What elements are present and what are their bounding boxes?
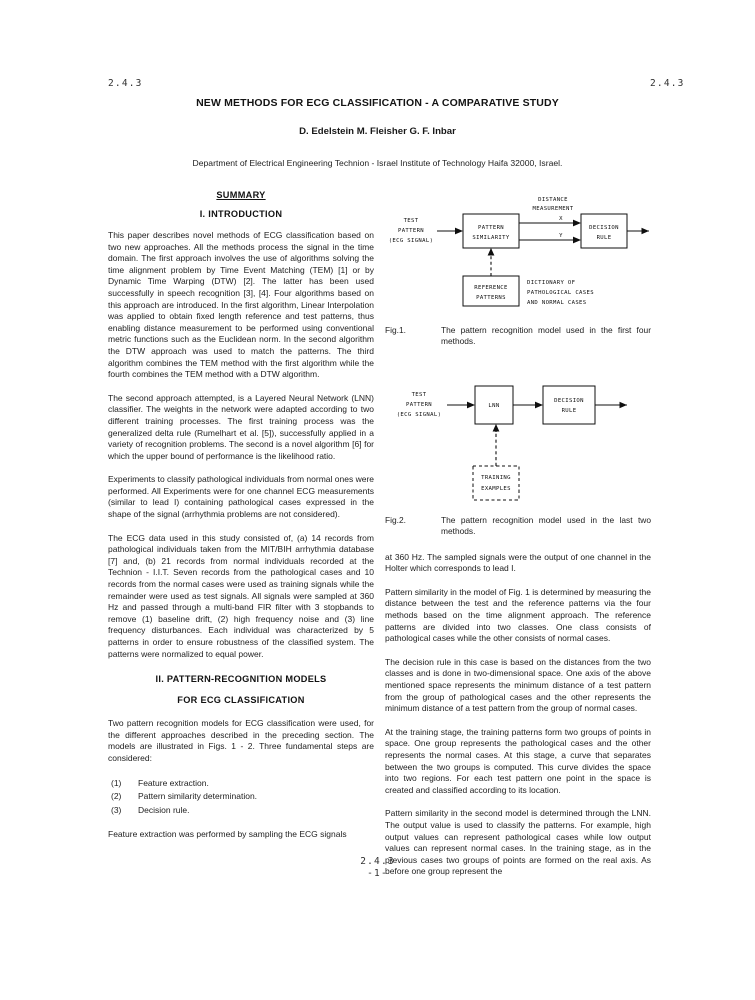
- fig2-test-pattern-label-1: TEST: [411, 391, 427, 398]
- running-head-left: 2.4.3: [108, 78, 143, 89]
- figure-1-caption: [385, 325, 651, 348]
- list-item-label: Pattern similarity determination.: [138, 791, 258, 802]
- paragraph: This paper describes novel methods of ECG classification based on two new approaches. All the methods process the signal in the time domain. The first approach involves the use of algorithms solving the time alignment problem by Time Event Matching (TEM) [1] or by Dynamic Time Warping (DTW) [2]. The latter has been used successfully in speech recognition [3], [4]. Four algorithms based on this approach are introduced. In the first algorithm, Linear Interpolation was applied to obtain fixed length reference and test patterns, thus enabling distance measurement to be performed using conventional metric functions such as the Euclidean norm. In the second algorithm the DTW approach was used to match the patterns. The third algorithm combines the TEM method with the first algorithm while the fourth combines the TEM method with a DTW algorithm.: [108, 230, 374, 380]
- fig2-training-examples-label-2: EXAMPLES: [481, 485, 511, 492]
- footer-page-number: -1-: [367, 868, 388, 879]
- author-list: D. Edelstein M. Fleisher G. F. Inbar: [299, 126, 456, 137]
- fig1-test-pattern-label-1: TEST: [403, 218, 419, 224]
- list-item: [108, 777, 374, 791]
- list-item: [108, 804, 374, 818]
- paragraph: At the training stage, the training patterns form two groups of points in space. One group represents the pathological cases and the other represents the normal cases. At this stage, a curve that separates between the two groups is computed. This curve divides the space into two regions. For each test pattern one point in the space is created and classified according to its location.: [385, 726, 651, 795]
- page-footer: [0, 856, 755, 880]
- training-examples-box: [473, 466, 519, 500]
- fig1-decision-rule-label-2: RULE: [596, 235, 612, 241]
- affiliation: Department of Electrical Engineering Technion - Israel Institute of Technology Haifa 32000, Israel.: [192, 158, 563, 168]
- paragraph: Feature extraction was performed by sampling the ECG signals: [108, 829, 347, 840]
- figure-2: [385, 362, 651, 538]
- figure-2-caption-text: The pattern recognition model used in the last two methods.: [441, 514, 651, 537]
- right-column: [385, 190, 651, 878]
- decision-rule-box: [581, 214, 627, 248]
- fig1-dictionary-label-2: PATHOLOGICAL CASES: [527, 290, 594, 296]
- fig2-test-pattern-label-3: (ECG SIGNAL): [396, 411, 442, 418]
- list-item: [108, 790, 374, 804]
- introduction-heading: I. INTRODUCTION: [199, 209, 283, 219]
- fig2-test-pattern-label-2: PATTERN: [405, 401, 433, 408]
- fig1-dictionary-label-3: AND NORMAL CASES: [527, 300, 587, 306]
- footer-code: 2.4.3: [360, 856, 395, 867]
- reference-patterns-box: [463, 276, 519, 306]
- paragraph: Two pattern recognition models for ECG classification were used, for the different approaches described in the preceding section. The models are illustrated in Figs. 1 - 2. Three fundamental steps are considered:: [108, 718, 374, 763]
- list-item-label: Decision rule.: [138, 804, 190, 815]
- paragraph: Experiments to classify pathological individuals from normal ones were performed. All Experiments were for one channel ECG measurements (similar to lead I) containing pathological cases expressed in the shape of the signal (arrhythmia problems are not considered).: [108, 474, 374, 520]
- fig1-reference-patterns-label-1: REFERENCE: [474, 285, 508, 291]
- paragraph: Pattern similarity in the model of Fig. 1 is determined by measuring the distance between the test and the reference patterns via the four methods based on the time alignment approach. The reference patterns are divided into two classes. One class consists of pathological cases while the other consists of normal cases.: [385, 586, 651, 644]
- fig1-test-pattern-label-3: (ECG SIGNAL): [388, 238, 434, 244]
- fig1-reference-patterns-label-2: PATTERNS: [476, 295, 506, 301]
- paragraph: Pattern similarity in the second model is determined through the LNN. The output value is used to classify the patterns. For example, high output values can represent pathological cases while low output values can represent normal cases. In the training stage, as in the previous cases two groups of points are formed on the real axis. As before one group represent the: [385, 808, 651, 877]
- section-2-subheading: FOR ECG CLASSIFICATION: [177, 695, 305, 706]
- left-column: [108, 190, 374, 841]
- paragraph: at 360 Hz. The sampled signals were the output of one channel in the Holter which corresponds to lead I.: [385, 551, 651, 574]
- fig1-signal-x-label: X: [559, 216, 563, 222]
- figure-2-caption: [385, 515, 651, 538]
- figure-1-diagram: [385, 192, 651, 314]
- list-item-number: (2): [111, 791, 122, 802]
- summary-heading: SUMMARY: [216, 190, 266, 200]
- list-item-number: (3): [111, 804, 122, 815]
- paragraph: The ECG data used in this study consisted of, (a) 14 records from pathological individuals taken from the MIT/BIH arrhythmia database [7] and, (b) 21 records from normal individuals recorded at the Technion - I.I.T. Seven records from the pathological cases and 10 records from the normal cases were used as training signals while the remainder were used as test signals. All signals were sampled at 360 Hz and passed through a multi-band FIR filter with 3 stopbands to remove (1) baseline drift, (2) high frequency noise and (3) line frequency disturbances. Each individual was characterized by 5 patterns in order to ensure robustness of the classified system. The patterns were normalized to equal power.: [108, 532, 374, 659]
- running-head-right: 2.4.3: [650, 78, 685, 89]
- fig1-decision-rule-label-1: DECISION: [589, 225, 619, 231]
- fig2-training-examples-label-1: TRAINING: [481, 474, 511, 481]
- figure-1-caption-text: The pattern recognition model used in the first four methods.: [441, 325, 651, 347]
- list-item-number: (1): [111, 777, 122, 788]
- section-2-heading: II. PATTERN-RECOGNITION MODELS: [155, 674, 327, 685]
- figure-1: [385, 190, 651, 348]
- paragraph: The second approach attempted, is a Layered Neural Network (LNN) classifier. The weights in the network were adapted according to two different training processes. The first training process was the generalized delta rule (Rumelhart et al. [5]), successfully applied in a variety of recognition problems. The second is a novel algorithm [6] for which the upper bound of performance is the likelihood ratio.: [108, 392, 374, 461]
- fundamental-steps-list: [108, 777, 374, 818]
- fig1-dictionary-label-1: DICTIONARY OF: [527, 280, 576, 286]
- figure-2-number: Fig.2.: [385, 514, 406, 525]
- fig1-test-pattern-label-2: PATTERN: [397, 228, 425, 234]
- fig1-distance-measurement-label-2: MEASUREMENT: [532, 206, 574, 212]
- paragraph: The decision rule in this case is based on the distances from the two classes and is done in two-dimensional space. One axis of the above mentioned space represents the minimum distance of a test pattern from the group of pathological cases and the other represents the minimum distance of a test pattern from the group of normal cases.: [385, 656, 651, 714]
- fig1-distance-measurement-label-1: DISTANCE: [538, 197, 568, 203]
- list-item-label: Feature extraction.: [138, 777, 209, 788]
- fig2-lnn-label: LNN: [488, 402, 500, 409]
- decision-rule-box: [543, 386, 595, 424]
- fig1-pattern-similarity-label-1: PATTERN: [477, 225, 505, 231]
- figure-1-number: Fig.1.: [385, 325, 406, 335]
- fig2-decision-rule-label-1: DECISION: [554, 397, 584, 404]
- fig2-decision-rule-label-2: RULE: [561, 407, 577, 414]
- fig1-pattern-similarity-label-2: SIMILARITY: [472, 235, 510, 241]
- pattern-similarity-box: [463, 214, 519, 248]
- figure-2-diagram: [385, 374, 651, 506]
- page-title: NEW METHODS FOR ECG CLASSIFICATION - A COMPARATIVE STUDY: [196, 97, 559, 109]
- fig1-signal-y-label: Y: [559, 233, 563, 239]
